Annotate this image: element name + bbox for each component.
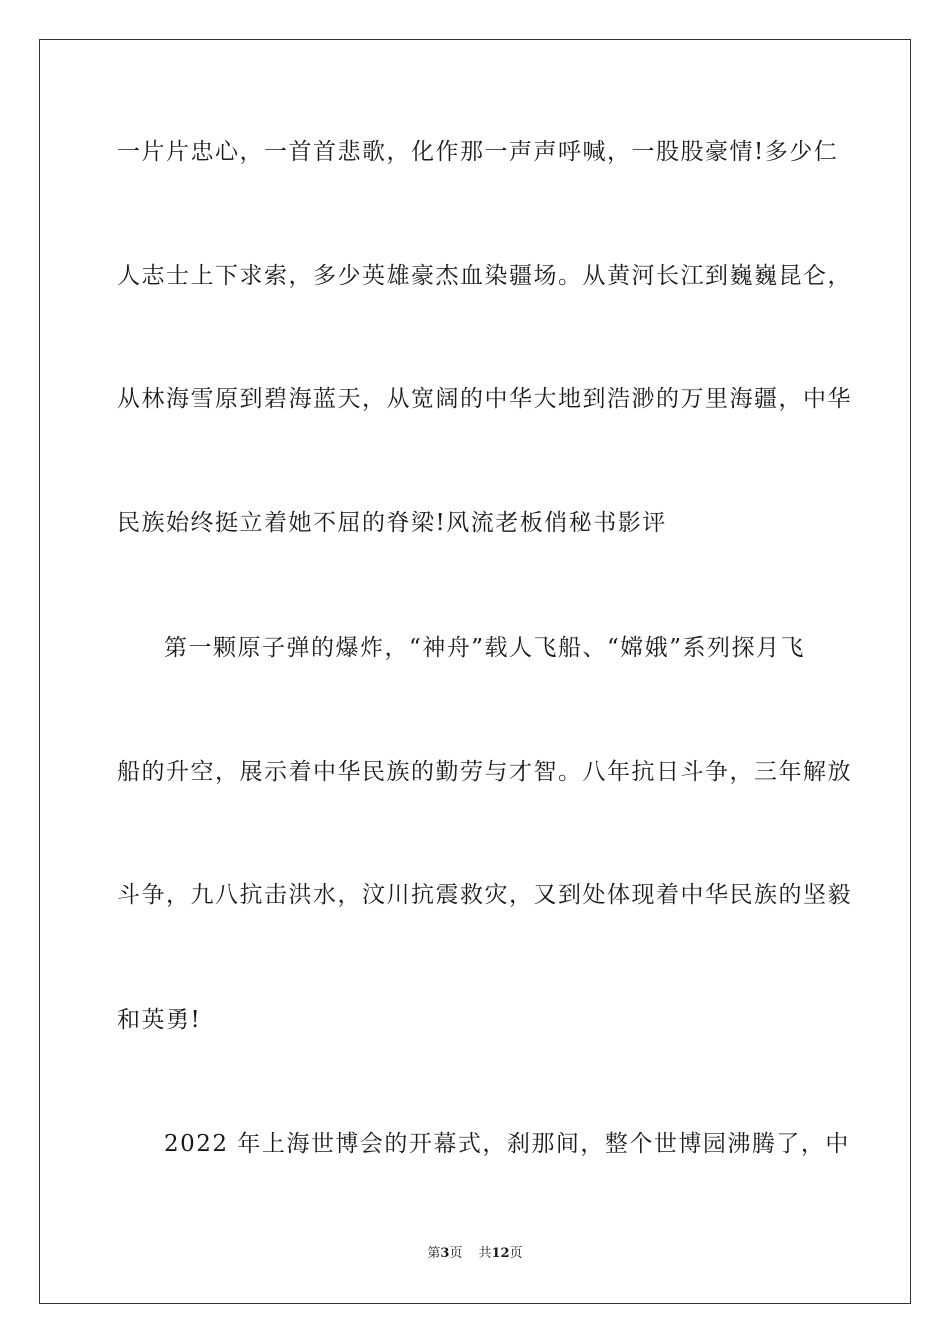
total-page-count: 12: [491, 1246, 510, 1261]
text-line: 民族始终挺立着她不屈的脊梁!风流老板俏秘书影评: [117, 510, 667, 536]
total-label-suffix: 页: [509, 1246, 523, 1261]
text-line: 人志士上下求索，多少英雄豪杰血染疆场。从黄河长江到巍巍昆仑，: [117, 263, 852, 289]
text-line: 从林海雪原到碧海蓝天，从宽阔的中华大地到浩渺的万里海疆，中华: [117, 386, 852, 412]
page-label-suffix: 页: [449, 1246, 463, 1261]
page-border: [39, 39, 911, 1304]
page-footer: [0, 1245, 950, 1263]
text-line: 船的升空，展示着中华民族的勤劳与才智。八年抗日斗争，三年解放: [117, 759, 852, 785]
current-page-number: 3: [440, 1246, 450, 1261]
total-label-prefix: 共: [478, 1246, 492, 1261]
page-label-prefix: 第: [427, 1246, 441, 1261]
text-line: 斗争，九八抗击洪水，汶川抗震救灾，又到处体现着中华民族的坚毅: [117, 882, 852, 908]
text-line: 一片片忠心，一首首悲歌，化作那一声声呼喊，一股股豪情!多少仁: [117, 139, 839, 165]
text-line: 和英勇!: [117, 1007, 202, 1033]
paragraph-first-line: 2022 年上海世博会的开幕式，刹那间，整个世博园沸腾了，中: [164, 1131, 850, 1157]
paragraph-first-line: 第一颗原子弹的爆炸，“神舟”载人飞船、“嫦娥”系列探月飞: [164, 635, 806, 661]
